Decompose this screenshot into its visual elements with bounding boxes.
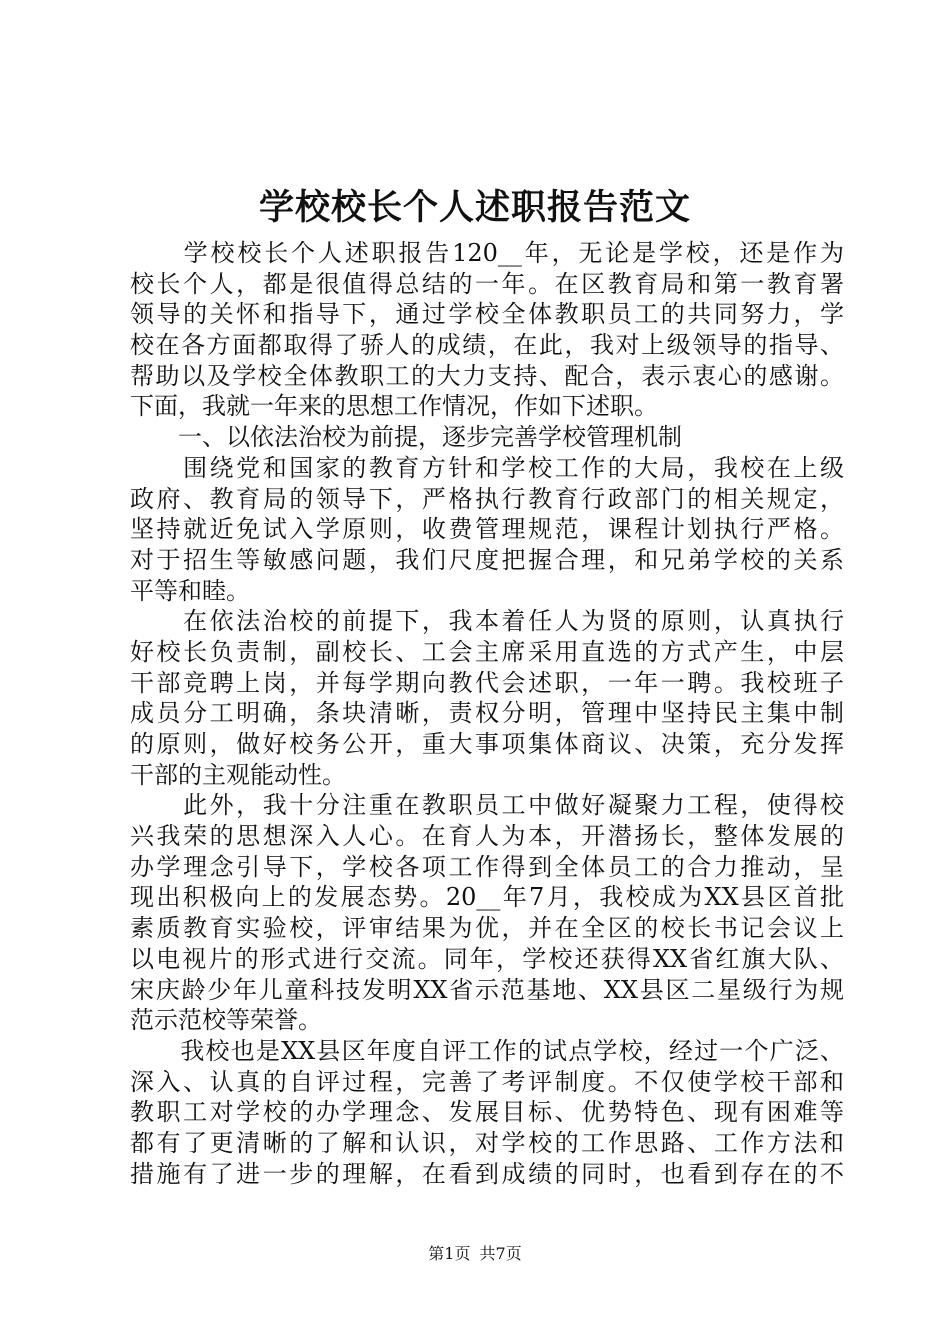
- text-line: 成员分工明确，条块清晰，责权分明，管理中坚持民主集中制: [130, 699, 844, 728]
- section-heading: 一、以依法治校为前提，逐步完善学校管理机制: [130, 423, 682, 452]
- text-line: 此外，我十分注重在教职员工中做好凝聚力工程，使得校: [130, 791, 844, 820]
- text-line: 素质教育实验校，评审结果为优，并在全区的校长书记会议上: [130, 914, 844, 943]
- text-line: 范示范校等荣誉。: [130, 1006, 322, 1035]
- text-line: 校长个人，都是很值得总结的一年。在区教育局和第一教育署: [130, 269, 844, 298]
- text-line: 学校校长个人述职报告120__年，无论是学校，还是作为: [130, 239, 844, 267]
- text-line: 以电视片的形式进行交流。同年，学校还获得XX省红旗大队、: [130, 944, 844, 973]
- text-line: 都有了更清晰的了解和认识，对学校的工作思路、工作方法和: [130, 1128, 844, 1157]
- text-line: 宋庆龄少年儿童科技发明XX省示范基地、XX县区二星级行为规: [130, 975, 844, 1004]
- text-line: 的原则，做好校务公开，重大事项集体商议、决策，充分发挥: [130, 730, 844, 758]
- text-line: 坚持就近免试入学原则，收费管理规范，课程计划执行严格。: [130, 515, 844, 544]
- text-line: 现出积极向上的发展态势。20__年7月，我校成为XX县区首批: [130, 883, 844, 912]
- text-line: 下面，我就一年来的思想工作情况，作如下述职。: [130, 392, 658, 421]
- text-line: 好校长负责制，副校长、工会主席采用直选的方式产生，中层: [130, 637, 844, 666]
- text-line: 领导的关怀和指导下，通过学校全体教职员工的共同努力，学: [130, 300, 844, 329]
- text-line: 办学理念引导下，学校各项工作得到全体员工的合力推动，呈: [130, 852, 844, 881]
- text-line: 在依法治校的前提下，我本着任人为贤的原则，认真执行: [130, 607, 844, 636]
- text-line: 干部竞聘上岗，并每学期向教代会述职，一年一聘。我校班子: [130, 668, 844, 697]
- text-line: 兴我荣的思想深入人心。在育人为本，开潜扬长，整体发展的: [130, 822, 844, 851]
- text-line: 校在各方面都取得了骄人的成绩，在此，我对上级领导的指导、: [130, 331, 844, 360]
- text-line: 教职工对学校的办学理念、发展目标、优势特色、现有困难等: [130, 1098, 844, 1127]
- text-line: 政府、教育局的领导下，严格执行教育行政部门的相关规定，: [130, 484, 844, 513]
- text-line: 干部的主观能动性。: [130, 760, 346, 789]
- document-body: [130, 238, 844, 1189]
- text-line: 深入、认真的自评过程，完善了考评制度。不仅使学校干部和: [130, 1067, 844, 1096]
- document-title: 学校校长个人述职报告范文: [258, 187, 691, 228]
- text-line: 我校也是XX县区年度自评工作的试点学校，经过一个广泛、: [130, 1036, 844, 1065]
- text-line: 平等和睦。: [130, 576, 250, 605]
- text-line: 帮助以及学校全体教职工的大力支持、配合，表示衷心的感谢。: [130, 361, 844, 390]
- text-line: 措施有了进一步的理解，在看到成绩的同时，也看到存在的不: [130, 1159, 844, 1188]
- page-number-footer: 第1页 共7页: [428, 1244, 522, 1263]
- text-line: 对于招生等敏感问题，我们尺度把握合理，和兄弟学校的关系: [130, 545, 844, 574]
- text-line: 围绕党和国家的教育方针和学校工作的大局，我校在上级: [130, 453, 844, 482]
